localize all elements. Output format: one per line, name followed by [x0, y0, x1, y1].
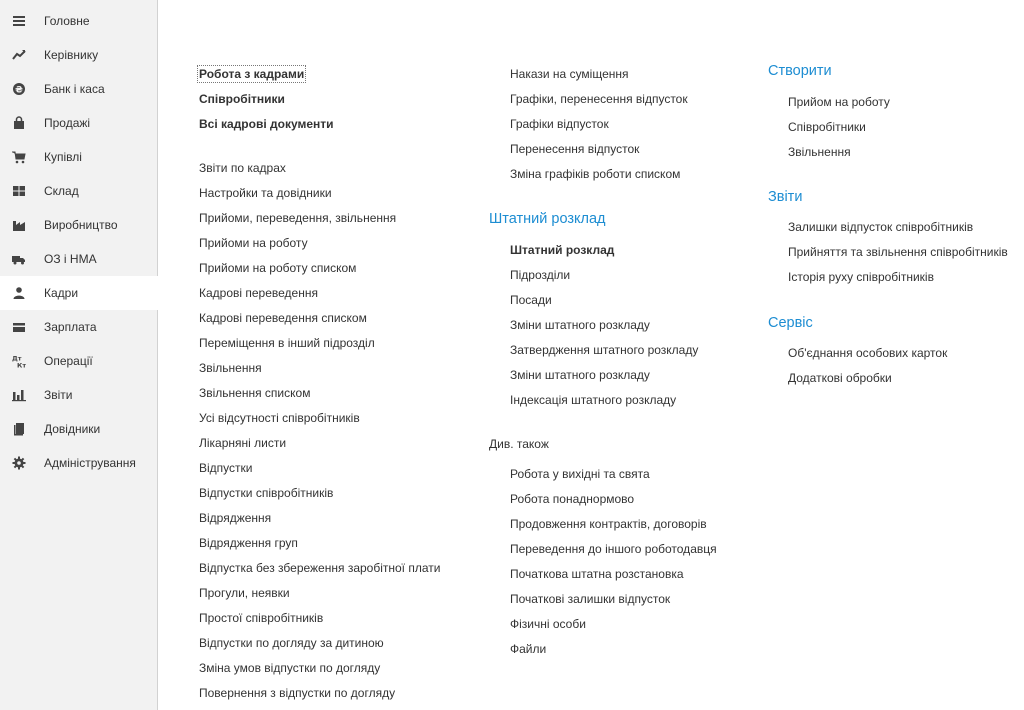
bar-chart-icon — [12, 388, 26, 402]
sidebar-item-salary[interactable] — [0, 310, 157, 344]
link-staffing-changes[interactable]: Зміни штатного розкладу — [510, 318, 650, 332]
link-settings-directories[interactable]: Настройки та довідники — [199, 186, 332, 200]
sidebar-item-directories[interactable] — [0, 412, 157, 446]
link-childcare-leave-return[interactable]: Повернення з відпустки по догляду — [199, 686, 396, 700]
link-report-vacation-balances[interactable]: Залишки відпусток співробітників — [788, 220, 974, 234]
sidebar-item-label: Виробництво — [44, 218, 118, 232]
link-absenteeism[interactable]: Прогули, неявки — [199, 586, 290, 600]
sidebar-item-hr[interactable] — [0, 276, 158, 310]
sidebar-item-label: Довідники — [44, 422, 101, 436]
sidebar-item-label: Звіти — [44, 388, 73, 402]
link-combination-orders[interactable]: Накази на суміщення — [510, 67, 629, 81]
sidebar-item-label: Керівнику — [44, 48, 99, 62]
service-group-title: Сервіс — [768, 315, 813, 331]
link-create-employee[interactable]: Співробітники — [788, 120, 866, 134]
link-transfers-list[interactable]: Кадрові переведення списком — [199, 311, 367, 325]
sidebar-item-label: Зарплата — [44, 320, 97, 334]
link-dismissals[interactable]: Звільнення — [199, 361, 262, 375]
link-positions[interactable]: Посади — [510, 293, 552, 307]
link-hires[interactable]: Прийоми на роботу — [199, 236, 308, 250]
dt-kt-icon — [12, 354, 26, 368]
link-staffing-changes-2[interactable]: Зміни штатного розкладу — [510, 368, 650, 382]
link-vacations[interactable]: Відпустки — [199, 461, 253, 475]
link-sick-leaves[interactable]: Лікарняні листи — [199, 436, 287, 450]
sidebar-item-manager[interactable] — [0, 38, 157, 72]
sidebar-item-warehouse[interactable] — [0, 174, 157, 208]
sidebar-item-label: Склад — [44, 184, 79, 198]
link-business-trips[interactable]: Відрядження — [199, 511, 272, 525]
link-work-schedule-change-list[interactable]: Зміна графіків роботи списком — [510, 167, 681, 181]
link-employee-vacations[interactable]: Відпустки співробітників — [199, 486, 334, 500]
gear-icon — [12, 456, 26, 470]
link-all-absences[interactable]: Усі відсутності співробітників — [199, 411, 360, 425]
reports-group-title: Звіти — [768, 189, 803, 205]
link-unpaid-leave[interactable]: Відпустка без збереження заробітної плати — [199, 561, 441, 575]
link-hires-transfers-dismissals[interactable]: Прийоми, переведення, звільнення — [199, 211, 397, 225]
link-individuals[interactable]: Фізичні особи — [510, 617, 586, 631]
link-initial-vacation-balances[interactable]: Початкові залишки відпусток — [510, 592, 671, 606]
link-contract-extension[interactable]: Продовження контрактів, договорів — [510, 517, 707, 531]
link-vacation-schedules[interactable]: Графіки відпусток — [510, 117, 609, 131]
link-departments[interactable]: Підрозділи — [510, 268, 571, 282]
link-additional-processing[interactable]: Додаткові обробки — [788, 371, 892, 385]
link-group-business-trips[interactable]: Відрядження груп — [199, 536, 298, 550]
books-icon — [12, 422, 26, 436]
link-staffing-table[interactable]: Штатний розклад — [510, 243, 615, 257]
sidebar-item-label: Банк і каса — [44, 82, 105, 96]
factory-icon — [12, 218, 26, 232]
link-vacation-schedules-transfers[interactable]: Графіки, перенесення відпусток — [510, 92, 688, 106]
trend-chart-icon — [12, 48, 26, 62]
sidebar-item-main[interactable] — [0, 4, 157, 38]
link-staffing-indexation[interactable]: Індексація штатного розкладу — [510, 393, 677, 407]
svg-text:Дт: Дт — [12, 354, 22, 363]
sidebar-item-reports[interactable] — [0, 378, 157, 412]
link-transfers[interactable]: Кадрові переведення — [199, 286, 318, 300]
link-report-hires-dismissals[interactable]: Прийняття та звільнення співробітників — [788, 245, 1008, 259]
link-transfer-to-employer[interactable]: Переведення до іншого роботодавця — [510, 542, 717, 556]
create-group-title: Створити — [768, 63, 832, 79]
wallet-card-icon — [12, 320, 26, 334]
truck-icon — [12, 252, 26, 266]
sidebar-item-label: Головне — [44, 14, 90, 28]
link-all-hr-documents[interactable]: Всі кадрові документи — [199, 117, 334, 131]
link-create-dismissal[interactable]: Звільнення — [788, 145, 851, 159]
sidebar-item-label: Адміністрування — [44, 456, 136, 470]
link-work-with-staff[interactable]: Робота з кадрами — [199, 67, 305, 81]
link-report-employee-history[interactable]: Історія руху співробітників — [788, 270, 934, 284]
link-childcare-leave[interactable]: Відпустки по догляду за дитиною — [199, 636, 384, 650]
link-vacation-transfers[interactable]: Перенесення відпусток — [510, 142, 640, 156]
link-move-to-department[interactable]: Переміщення в інший підрозділ — [199, 336, 375, 350]
sidebar-item-fixed-assets[interactable] — [0, 242, 157, 276]
see-also-title: Див. також — [489, 437, 549, 451]
link-files[interactable]: Файли — [510, 642, 547, 656]
person-icon — [12, 286, 26, 300]
link-dismissals-list[interactable]: Звільнення списком — [199, 386, 311, 400]
sidebar-item-label: ОЗ і НМА — [44, 252, 97, 266]
link-hires-list[interactable]: Прийоми на роботу списком — [199, 261, 357, 275]
shopping-bag-icon — [12, 116, 26, 130]
link-employees[interactable]: Співробітники — [199, 92, 285, 106]
link-initial-staffing[interactable]: Початкова штатна розстановка — [510, 567, 684, 581]
link-merge-personal-cards[interactable]: Об'єднання особових карток — [788, 346, 948, 360]
svg-text:Кт: Кт — [17, 361, 26, 368]
sidebar-item-bank[interactable] — [0, 72, 157, 106]
link-hr-reports[interactable]: Звіти по кадрах — [199, 161, 286, 175]
svg-text:₴: ₴ — [15, 85, 23, 96]
staffing-group-title: Штатний розклад — [489, 211, 606, 227]
link-overtime[interactable]: Робота понаднормово — [510, 492, 635, 506]
sidebar-item-production[interactable] — [0, 208, 157, 242]
link-weekend-work[interactable]: Робота у вихідні та свята — [510, 467, 650, 481]
sidebar-item-sales[interactable] — [0, 106, 157, 140]
coin-icon — [12, 82, 26, 96]
link-create-hire[interactable]: Прийом на роботу — [788, 95, 890, 109]
link-childcare-leave-change[interactable]: Зміна умов відпустки по догляду — [199, 661, 381, 675]
menu-lines-icon — [12, 14, 26, 28]
sections-sidebar — [0, 0, 158, 710]
sidebar-item-administration[interactable] — [0, 446, 157, 480]
sidebar-item-label: Продажі — [44, 116, 91, 130]
sidebar-item-label: Кадри — [44, 286, 79, 300]
sidebar-item-label: Купівлі — [44, 150, 82, 164]
shopping-cart-icon — [12, 150, 26, 164]
link-staffing-approval[interactable]: Затвердження штатного розкладу — [510, 343, 699, 357]
sidebar-item-label: Операції — [44, 354, 93, 368]
warehouse-grid-icon — [12, 184, 26, 198]
sidebar-item-operations[interactable] — [0, 344, 157, 378]
link-downtime[interactable]: Простої співробітників — [199, 611, 324, 625]
sidebar-item-purchases[interactable] — [0, 140, 157, 174]
